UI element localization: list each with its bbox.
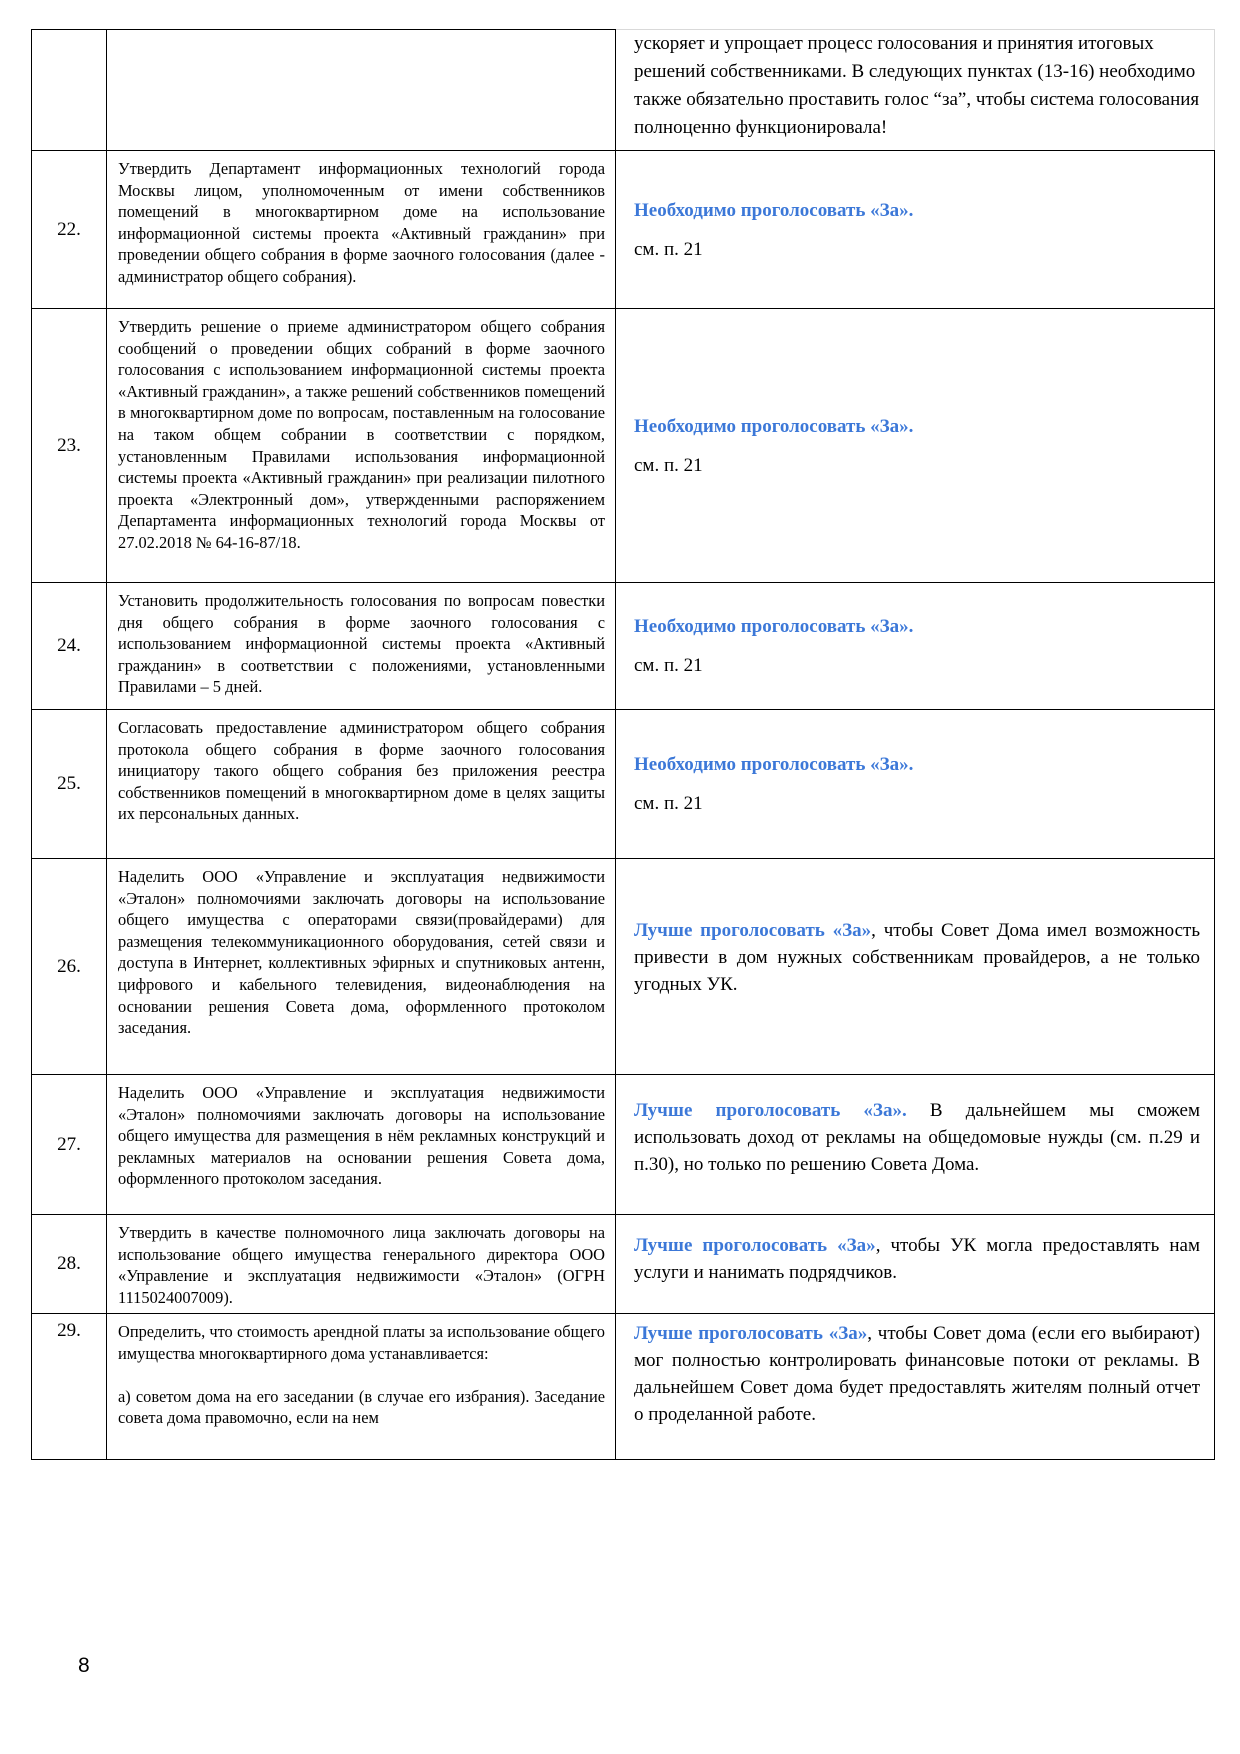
question-text: Определить, что стоимость арендной платы за использование общего имущества многоквартирного дома устанавливается: [118,1322,605,1363]
question-text: Наделить ООО «Управление и эксплуатация недвижимости «Эталон» полномочиями заключать договоры на использование общего имущества для размещения в нём рекламных конструкций и рекламных материалов на основании решения Совета дома, оформленного протоколом заседания. [107,1075,616,1215]
page-number: 8 [78,1654,90,1677]
recommendation-label: Лучше проголосовать «За» [634,1235,876,1256]
row-number: 27. [32,1075,107,1215]
recommendation-cell [616,1314,1215,1460]
question-text: Утвердить Департамент информационных технологий города Москвы лицом, уполномоченным от имени собственников помещений в многоквартирном доме на использование информационной системы проекта «Активный гражданин» при проведении общего собрания в форме заочного голосования (далее - администратор общего собрания). [107,151,616,309]
recommendation-label: Лучше проголосовать «За» [634,920,872,941]
reference-text: см. п. 21 [634,793,703,814]
recommendation-cell [616,583,1215,710]
reference-text: см. п. 21 [634,655,703,676]
voting-guide-table [31,29,1215,1460]
continuation-note: ускоряет и упрощает процесс голосования и принятия итоговых решений собственниками. В следующих пунктах (13-16) необходимо также обязательно проставить голос “за”, чтобы система голосования полноценно функционировала! [634,33,1200,138]
recommendation-label: Необходимо проголосовать «За». [634,199,914,221]
table-row [32,309,1215,583]
question-cell [107,30,616,151]
table-row [32,30,1215,151]
recommendation-label: Необходимо проголосовать «За». [634,754,914,775]
recommendation-cell [616,859,1215,1075]
table-row [32,583,1215,710]
recommendation-cell [616,710,1215,859]
table-row [32,151,1215,309]
recommendation-text: , чтобы УК могла предоставлять нам услуги и нанимать подрядчиков. [634,1235,1201,1283]
continuation-note-cell [616,30,1215,151]
recommendation-cell [616,309,1215,583]
recommendation-text: , чтобы Совет Дома имел возможность привести в дом нужных собственникам провайдеров, а не только угодных УК. [634,920,1201,995]
reference-text: см. п. 21 [634,238,703,260]
table-row [32,1314,1215,1460]
recommendation-label: Необходимо проголосовать «За». [634,415,914,437]
table-row [32,859,1215,1075]
recommendation-text: , чтобы Совет дома (если его выбирают) мог полностью контролировать финансовые потоки от рекламы. В дальнейшем Совет дома будет предоставлять жителям полный отчет о проделанной работе. [634,1323,1200,1426]
row-number: 28. [32,1215,107,1314]
row-number: 26. [32,859,107,1075]
recommendation-label: Лучше проголосовать «За» [634,1323,868,1345]
row-number: 22. [32,151,107,309]
question-text: Согласовать предоставление администратором общего собрания протокола общего собрания в форме заочного голосования инициатору такого общего собрания без приложения реестра собственников помещений в многоквартирном доме в целях защиты их персональных данных. [107,710,616,859]
table-row [32,710,1215,859]
row-number-cell [32,30,107,151]
reference-text: см. п. 21 [634,454,703,476]
table-row [32,1075,1215,1215]
table-row [32,1215,1215,1314]
row-number: 25. [32,710,107,859]
row-number: 29. [32,1314,107,1460]
recommendation-cell [616,1215,1215,1314]
recommendation-label: Необходимо проголосовать «За». [634,616,914,637]
recommendation-cell [616,1075,1215,1215]
recommendation-cell [616,151,1215,309]
recommendation-text: В дальнейшем мы сможем использовать доход от рекламы на общедомовые нужды (см. п.29 и п.30), но только по решению Совета Дома. [634,1100,1200,1175]
question-subitem: а) советом дома на его заседании (в случае его избрания). Заседание совета дома правомочно, если на нем [118,1386,605,1428]
question-text: Наделить ООО «Управление и эксплуатация недвижимости «Эталон» полномочиями заключать договоры на использование общего имущества с операторами связи(провайдерами) для размещения телекоммуникационного оборудования, сетей связи и доступа в Интернет, коллективных эфирных и спутниковых антенн, цифрового и кабельного телевидения, видеонаблюдения на основании решения Совета дома, оформленного протоколом заседания. [107,859,616,1075]
row-number: 24. [32,583,107,710]
row-number: 23. [32,309,107,583]
question-cell [107,1314,616,1460]
question-text: Установить продолжительность голосования по вопросам повестки дня общего собрания в форме заочного голосования с использованием информационной системы проекта «Активный гражданин» в соответствии с положениями, установленными Правилами – 5 дней. [107,583,616,710]
question-text: Утвердить в качестве полномочного лица заключать договоры на использование общего имущества генерального директора ООО «Управление и эксплуатация недвижимости «Эталон» (ОГРН 1115024007009). [107,1215,616,1314]
question-text: Утвердить решение о приеме администратором общего собрания сообщений о проведении общих собраний в форме заочного голосования с использованием информационной системы проекта «Активный гражданин», а также решений собственников помещений в многоквартирном доме по вопросам, поставленным на голосование на таком общем собрании в соответствии с порядком, установленным Правилами использования информационной системы проекта «Активный гражданин» при реализации пилотного проекта «Электронный дом», утвержденными распоряжением Департамента информационных технологий города Москвы от 27.02.2018 № 64-16-87/18. [107,309,616,583]
recommendation-label: Лучше проголосовать «За». [634,1100,907,1121]
